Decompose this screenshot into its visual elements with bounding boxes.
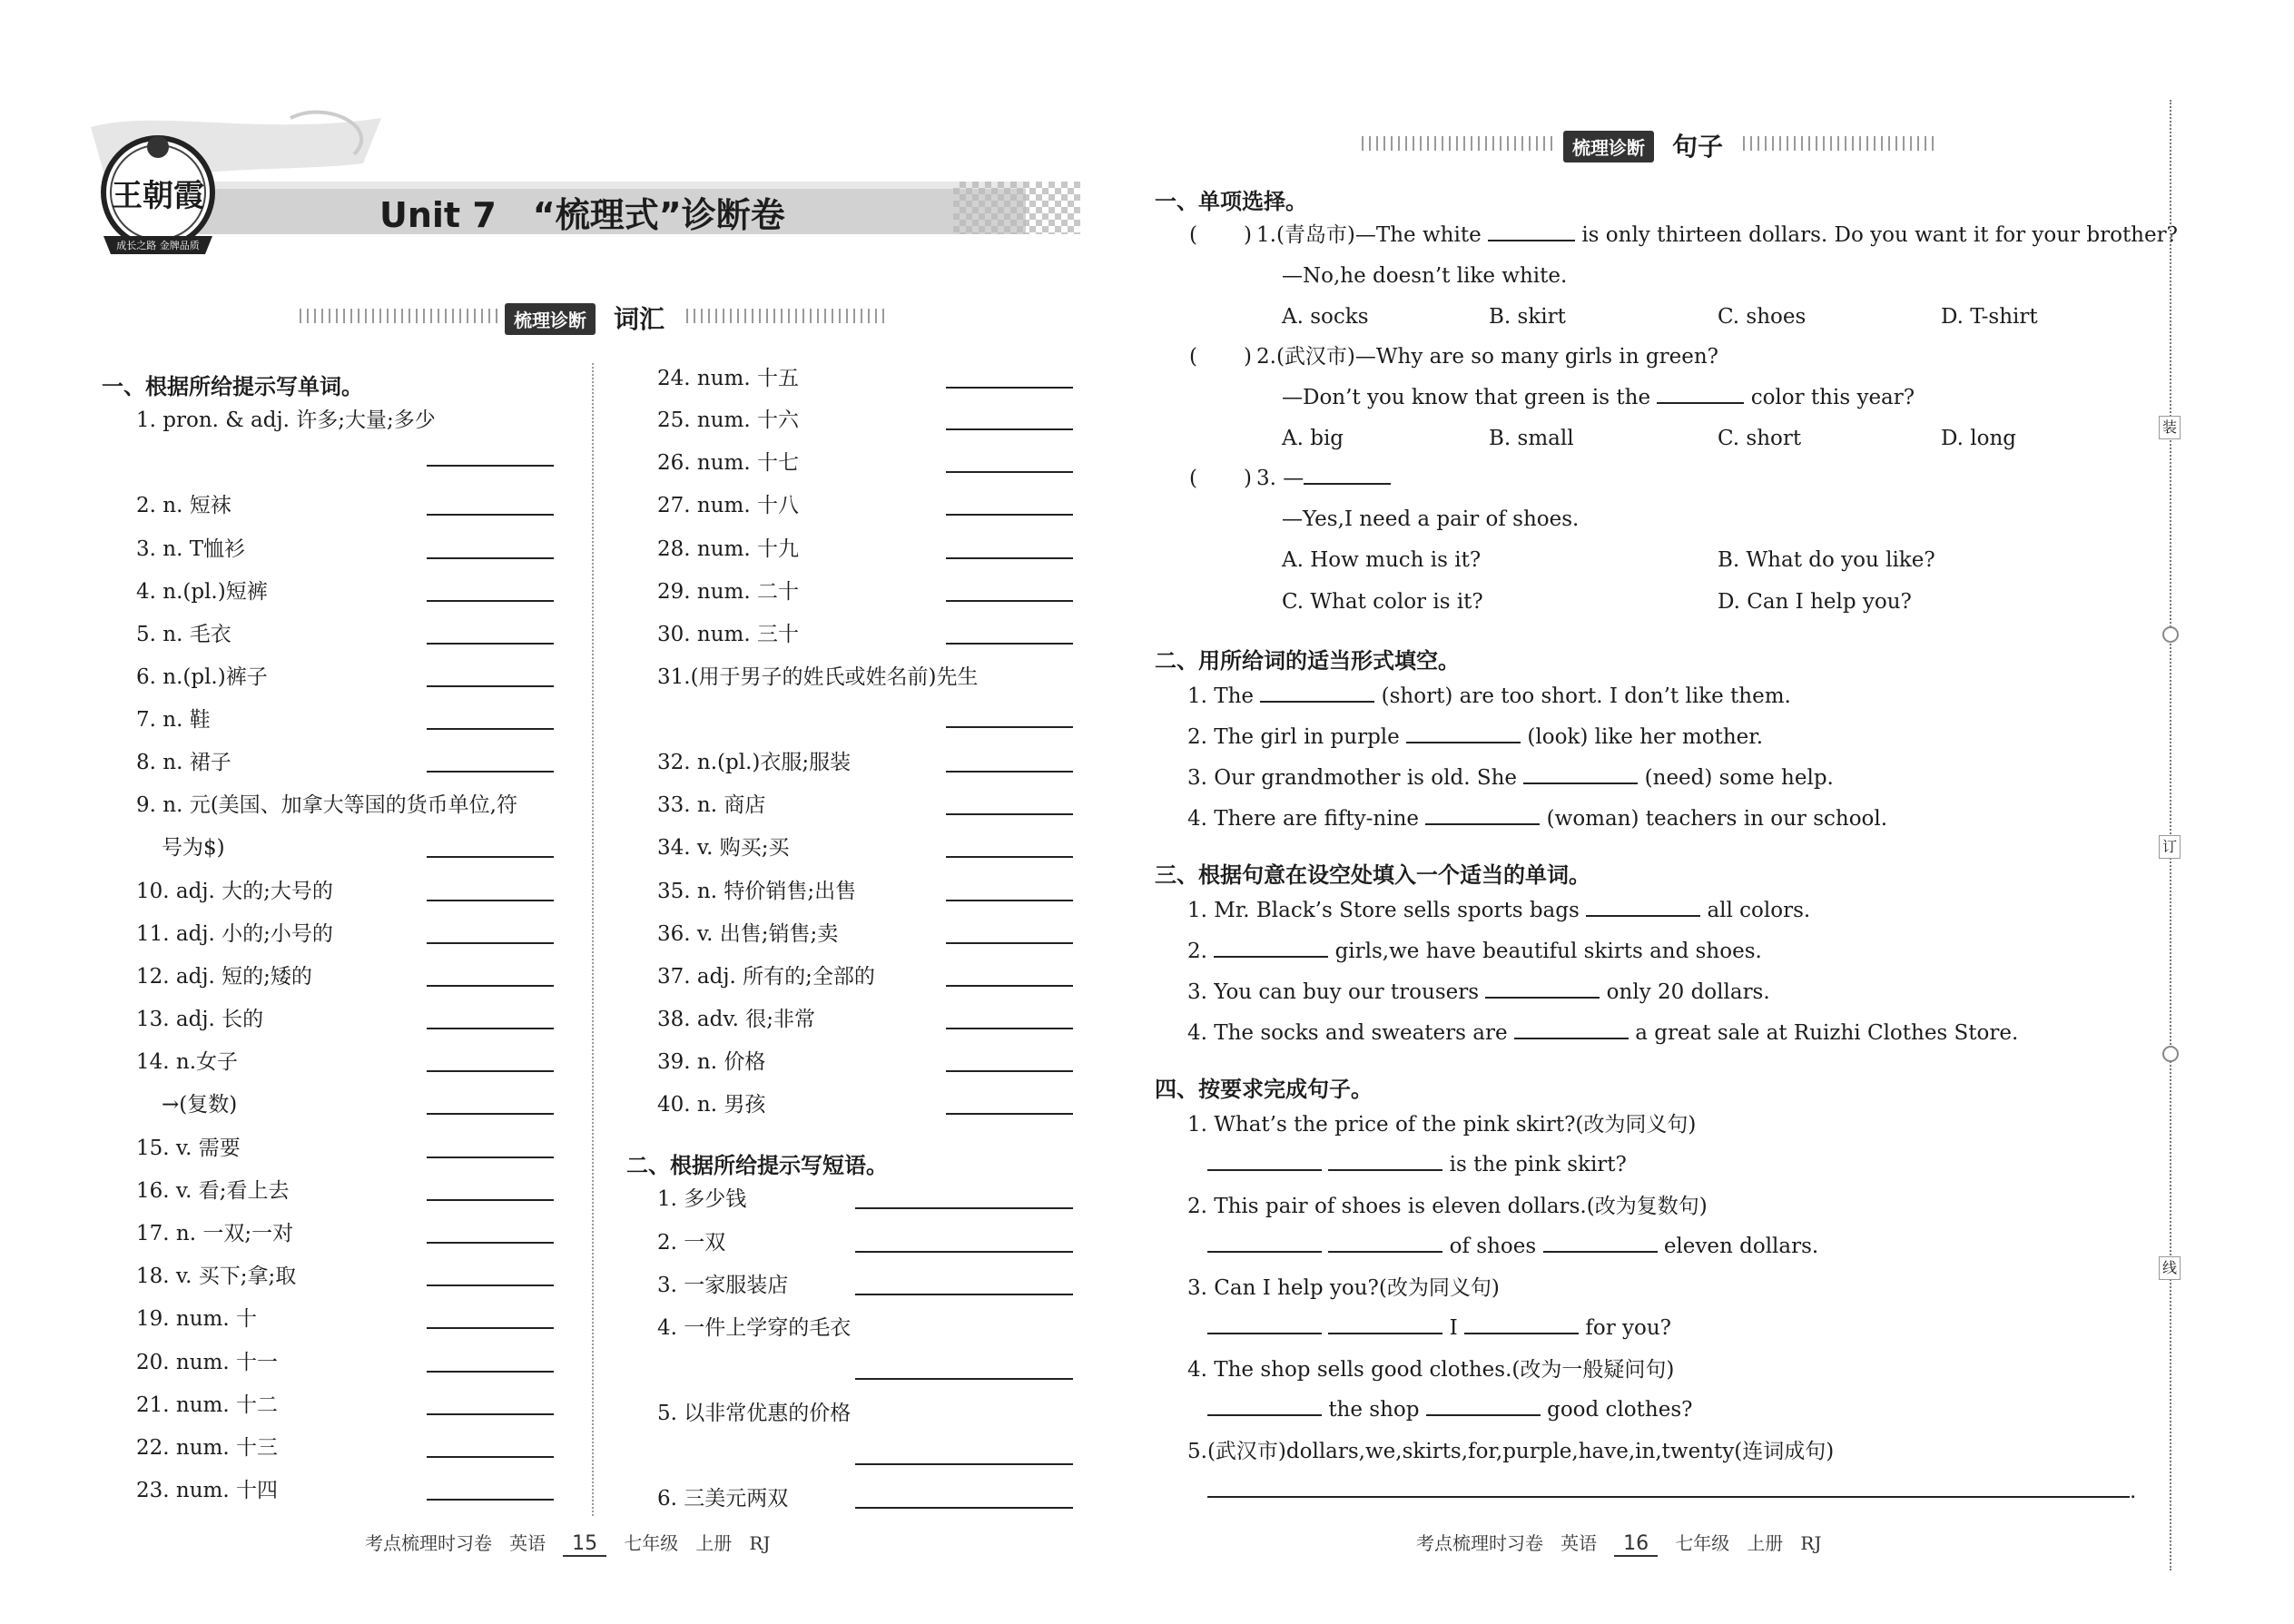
answer-blank[interactable] (1328, 1251, 1442, 1253)
vocab-item: 14. n.女子 (136, 1050, 239, 1074)
answer-blank[interactable] (946, 643, 1073, 645)
answer-blank[interactable] (946, 900, 1073, 901)
page-number: 16 (1614, 1532, 1658, 1557)
binding-mark-icon (2162, 626, 2179, 643)
mc-line2: —Yes,I need a pair of shoes. (1282, 507, 1580, 531)
answer-blank[interactable] (1214, 956, 1328, 958)
fill-item: 3. You can buy our trousers only 20 dollars. (1187, 980, 1770, 1004)
answer-blank[interactable] (427, 856, 554, 858)
vocab-item: 5. n. 毛衣 (136, 623, 231, 646)
answer-blank[interactable] (427, 1199, 554, 1201)
answer-blank[interactable] (427, 985, 554, 987)
answer-blank[interactable] (1406, 742, 1521, 743)
rewrite-1-answer: is the pink skirt? (1207, 1155, 1627, 1176)
answer-blank[interactable] (855, 1463, 1073, 1465)
vocab-item: 17. n. 一双;一对 (136, 1222, 294, 1245)
vocab-item: 22. num. 十三 (136, 1436, 278, 1460)
answer-blank[interactable] (427, 1070, 554, 1072)
answer-blank[interactable] (427, 1113, 554, 1115)
answer-blank[interactable] (946, 771, 1073, 773)
mc-option[interactable]: D. T-shirt (1941, 305, 2038, 329)
answer-blank[interactable] (427, 557, 554, 559)
answer-blank[interactable] (1586, 915, 1700, 917)
vocab-item: 28. num. 十九 (657, 537, 799, 561)
answer-blank[interactable] (855, 1251, 1073, 1253)
binding-char-3: 线 (2159, 1256, 2181, 1280)
mc-option[interactable]: A. big (1282, 427, 1344, 450)
section-title-vocab: 词汇 (614, 304, 665, 334)
vocab-item: 6. n.(pl.)裤子 (136, 665, 268, 689)
answer-blank[interactable] (427, 600, 554, 602)
mc-option[interactable]: B. small (1489, 427, 1574, 450)
mc-option[interactable]: A. How much is it? (1282, 548, 1482, 572)
answer-blank[interactable] (427, 1456, 554, 1458)
mc-stem: 1.(青岛市)—The white is only thirteen dollars. Do you want it for your brother? (1256, 223, 2178, 247)
logo-sub: 成长之路 金牌品质 (116, 240, 200, 251)
answer-blank[interactable] (427, 728, 554, 730)
answer-blank[interactable] (946, 813, 1073, 815)
vocab-item: 19. num. 十 (136, 1307, 257, 1331)
vocab-item: 32. n.(pl.)衣服;服装 (657, 751, 852, 774)
answer-blank[interactable] (427, 514, 554, 516)
vocab-item: 2. n. 短袜 (136, 494, 231, 517)
stripe-left-a (300, 309, 499, 323)
answer-blank[interactable] (1207, 1251, 1322, 1253)
vocab-item: 35. n. 特价销售;出售 (657, 880, 857, 903)
vocab-item: 40. n. 男孩 (657, 1093, 766, 1117)
mc-option[interactable]: C. shoes (1718, 305, 1807, 329)
phrase-item: 2. 一双 (657, 1231, 726, 1255)
answer-blank[interactable] (946, 1028, 1073, 1029)
answer-blank[interactable] (427, 1499, 554, 1501)
vocab-item: 11. adj. 小的;小号的 (136, 922, 333, 946)
vocab-item: 16. v. 看;看上去 (136, 1179, 290, 1203)
answer-blank[interactable] (1304, 483, 1391, 485)
vocab-item: 21. num. 十二 (136, 1393, 278, 1417)
fill-item: 2. The girl in purple (look) like her mother. (1187, 725, 1764, 749)
answer-blank[interactable] (427, 1327, 554, 1329)
vocab-item: 1. pron. & adj. 许多;大量;多少 (136, 408, 436, 432)
footer-left: 考点梳理时习卷 英语 15 七年级 上册 RJ (365, 1532, 771, 1555)
phrase-item: 1. 多少钱 (657, 1187, 747, 1211)
vocab-item: 37. adj. 所有的;全部的 (657, 965, 875, 989)
fill-item: 3. Our grandmother is old. She (need) some help. (1187, 766, 1834, 790)
page-number: 15 (563, 1532, 606, 1557)
vocab-item: 20. num. 十一 (136, 1351, 278, 1374)
rewrite-4: 4. The shop sells good clothes.(改为一般疑问句) (1187, 1358, 1675, 1382)
vocab-item: 号为$) (162, 836, 225, 860)
vocab-item: 23. num. 十四 (136, 1479, 278, 1502)
vocab-item: 12. adj. 短的;矮的 (136, 965, 312, 989)
answer-blank[interactable] (946, 600, 1073, 602)
vocab-question-title: 一、根据所给提示写单词。 (102, 374, 363, 399)
vocab-item: 8. n. 裙子 (136, 751, 231, 774)
vocab-item: 27. num. 十八 (657, 494, 799, 517)
fill-item: 2. girls,we have beautiful skirts and shoes. (1187, 940, 1762, 963)
rewrite-4-answer: the shop good clothes? (1207, 1400, 1692, 1421)
vocab-item: 24. num. 十五 (657, 367, 799, 390)
answer-blank[interactable] (1426, 1414, 1541, 1416)
answer-blank[interactable] (427, 643, 554, 645)
answer-blank[interactable] (946, 942, 1073, 944)
vocab-item: 3. n. T恤衫 (136, 537, 246, 561)
phrase-item: 4. 一件上学穿的毛衣 (657, 1316, 852, 1340)
answer-blank[interactable] (427, 1242, 554, 1244)
rewrite-5: 5.(武汉市)dollars,we,skirts,for,purple,have,in,twenty(连词成句) (1187, 1440, 1835, 1463)
vocab-item: 13. adj. 长的 (136, 1008, 264, 1031)
answer-blank[interactable] (427, 771, 554, 773)
answer-blank[interactable] (855, 1294, 1073, 1295)
stripe-right-b (1743, 136, 1934, 151)
answer-blank[interactable] (946, 557, 1073, 559)
footer-right: 考点梳理时习卷 英语 16 七年级 上册 RJ (1416, 1532, 1822, 1555)
binding-mark-icon (2162, 1046, 2179, 1062)
answer-blank[interactable] (855, 1207, 1073, 1209)
answer-blank[interactable] (946, 726, 1073, 728)
vocab-item: 30. num. 三十 (657, 623, 799, 646)
answer-blank[interactable] (427, 1156, 554, 1158)
mc-option[interactable]: C. short (1718, 427, 1802, 450)
logo-name: 王朝霞 (112, 178, 204, 214)
vocab-item: 18. v. 买下;拿;取 (136, 1265, 297, 1288)
answer-blank[interactable] (1657, 402, 1744, 404)
answer-blank[interactable] (946, 387, 1073, 389)
mc-option[interactable]: C. What color is it? (1282, 590, 1483, 614)
answer-blank[interactable] (427, 1413, 554, 1415)
rewrite-2: 2. This pair of shoes is eleven dollars.(改为复数句) (1187, 1195, 1708, 1218)
vocab-item: 26. num. 十七 (657, 451, 799, 475)
mc-line2: —No,he doesn’t like white. (1282, 264, 1568, 288)
answer-blank[interactable] (855, 1378, 1073, 1380)
vocab-item: 10. adj. 大的;大号的 (136, 880, 333, 903)
rewrite-1: 1. What’s the price of the pink skirt?(改为同义句) (1187, 1113, 1697, 1137)
vocab-item: 33. n. 商店 (657, 793, 766, 817)
answer-blank[interactable] (1523, 782, 1638, 784)
phrase-item: 5. 以非常优惠的价格 (657, 1402, 852, 1425)
answer-blank[interactable] (946, 514, 1073, 516)
mc-option[interactable]: B. skirt (1489, 305, 1566, 329)
answer-blank[interactable] (427, 1284, 554, 1286)
mc-stem: 3. — (1256, 468, 1391, 489)
rewrite-5-answer: . (1207, 1481, 2136, 1502)
answer-paren-left[interactable]: ( (1189, 467, 1197, 490)
answer-paren-right: ) (1244, 467, 1252, 490)
fill-item: 1. Mr. Black’s Store sells sports bags all colors. (1187, 899, 1811, 922)
answer-blank[interactable] (946, 471, 1073, 473)
vocab-item: 4. n.(pl.)短裤 (136, 580, 268, 604)
answer-paren-left[interactable]: ( (1189, 345, 1197, 369)
mc-title: 一、单项选择。 (1155, 189, 1307, 214)
page-title (379, 187, 785, 237)
section-tag-vocab: 梳理诊断 (505, 303, 596, 335)
column-divider (592, 363, 594, 1516)
answer-paren-right: ) (1244, 345, 1252, 369)
answer-blank[interactable] (1328, 1333, 1442, 1334)
answer-blank[interactable] (1485, 997, 1600, 999)
vocab-item: 7. n. 鞋 (136, 708, 211, 732)
binding-char-2: 订 (2159, 835, 2181, 859)
answer-blank[interactable] (427, 465, 554, 467)
answer-blank[interactable] (1207, 1169, 1322, 1171)
phrase-question-title: 二、根据所给提示写短语。 (626, 1153, 888, 1178)
answer-paren-left[interactable]: ( (1189, 223, 1197, 247)
rewrite-title: 四、按要求完成句子。 (1155, 1077, 1373, 1102)
vocab-item: 15. v. 需要 (136, 1137, 241, 1160)
checker-decoration (953, 182, 1080, 234)
unit-label: Unit 7 (379, 195, 497, 235)
answer-blank[interactable] (946, 985, 1073, 987)
answer-blank[interactable] (1425, 823, 1540, 825)
answer-blank[interactable] (1543, 1251, 1658, 1253)
answer-blank[interactable] (946, 1070, 1073, 1072)
phrase-item: 6. 三美元两双 (657, 1487, 789, 1511)
binding-char-1: 装 (2159, 416, 2181, 439)
mc-line2: —Don’t you know that green is the color this year? (1282, 386, 1915, 409)
answer-blank[interactable] (1328, 1169, 1442, 1171)
vocab-item: 9. n. 元(美国、加拿大等国的货币单位,符 (136, 793, 517, 817)
answer-blank[interactable] (1514, 1038, 1629, 1039)
answer-blank[interactable] (1260, 701, 1374, 703)
answer-blank[interactable] (855, 1507, 1073, 1509)
answer-blank[interactable] (427, 685, 554, 687)
answer-blank[interactable] (427, 1028, 554, 1029)
phrase-item: 3. 一家服装店 (657, 1274, 789, 1297)
stripe-right-a (1362, 136, 1552, 151)
vocab-item: 31.(用于男子的姓氏或姓名前)先生 (657, 665, 979, 689)
stripe-left-b (686, 309, 886, 323)
section-title-sentences: 句子 (1672, 132, 1724, 162)
section-tag-sentences: 梳理诊断 (1563, 131, 1654, 162)
fill2-title: 三、根据句意在设空处填入一个适当的单词。 (1155, 862, 1590, 888)
mc-option[interactable]: D. long (1941, 427, 2016, 450)
vocab-item: 29. num. 二十 (657, 580, 799, 604)
answer-blank[interactable] (1488, 240, 1575, 241)
vocab-item: 39. n. 价格 (657, 1050, 766, 1074)
mc-stem: 2.(武汉市)—Why are so many girls in green? (1256, 345, 1718, 369)
mc-option[interactable]: D. Can I help you? (1718, 590, 1912, 614)
answer-paren-right: ) (1244, 223, 1252, 247)
answer-blank[interactable] (427, 900, 554, 901)
answer-blank[interactable] (1207, 1496, 2130, 1498)
answer-blank[interactable] (427, 942, 554, 944)
answer-blank[interactable] (1207, 1414, 1322, 1416)
rewrite-3-answer: I for you? (1207, 1318, 1671, 1339)
answer-blank[interactable] (427, 1371, 554, 1373)
vocab-item: 38. adv. 很;非常 (657, 1008, 815, 1031)
fill-item: 1. The (short) are too short. I don’t like them. (1187, 684, 1791, 708)
vocab-item: 34. v. 购买;买 (657, 836, 790, 860)
fill-item: 4. The socks and sweaters are a great sale at Ruizhi Clothes Store. (1187, 1021, 2019, 1045)
fill1-title: 二、用所给词的适当形式填空。 (1155, 648, 1460, 674)
answer-blank[interactable] (1207, 1333, 1322, 1334)
answer-blank[interactable] (946, 1113, 1073, 1115)
answer-blank[interactable] (1464, 1333, 1579, 1334)
fill-item: 4. There are fifty-nine (woman) teachers in our school. (1187, 807, 1888, 831)
title-text: “梳理式”诊断卷 (532, 195, 785, 235)
answer-blank[interactable] (946, 856, 1073, 858)
rewrite-2-answer: of shoes eleven dollars. (1207, 1236, 1818, 1257)
brand-logo (98, 127, 218, 263)
mc-option[interactable]: B. What do you like? (1718, 548, 1935, 572)
mc-option[interactable]: A. socks (1282, 305, 1369, 329)
vocab-item: 36. v. 出售;销售;卖 (657, 922, 839, 946)
vocab-item: →(复数) (162, 1093, 238, 1117)
answer-blank[interactable] (946, 428, 1073, 430)
vocab-item: 25. num. 十六 (657, 408, 799, 432)
rewrite-3: 3. Can I help you?(改为同义句) (1187, 1276, 1500, 1300)
